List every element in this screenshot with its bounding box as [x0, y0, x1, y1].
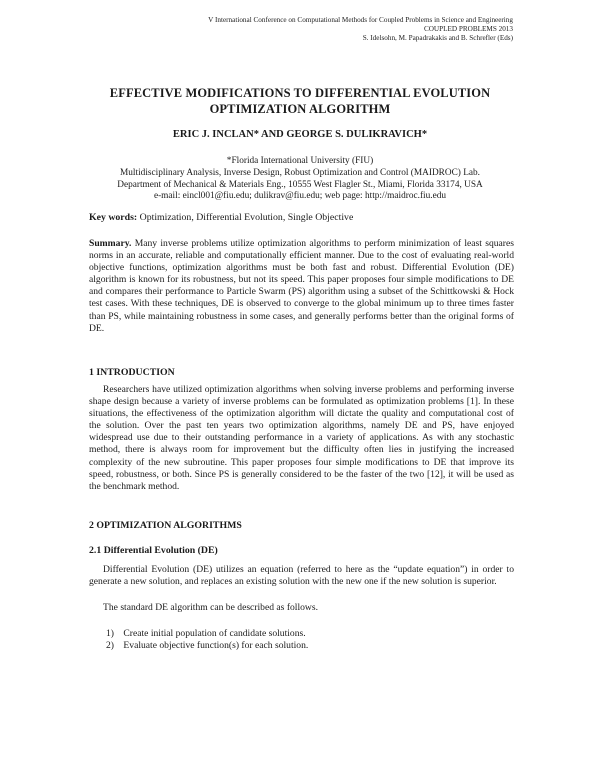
keywords-text: Optimization, Differential Evolution, Single Objective — [139, 212, 354, 223]
step-text: Evaluate objective function(s) for each solution. — [123, 640, 309, 652]
standard-de-intro: The standard DE algorithm can be described as follows. — [103, 602, 318, 613]
running-header — [93, 16, 513, 44]
algorithm-step — [106, 640, 506, 652]
affiliation-address: Department of Mechanical & Materials Eng., 10555 West Flagler St., Miami, Florida 33174, USA — [117, 179, 483, 190]
differential-evolution-paragraph: Differential Evolution (DE) utilizes an equation (referred to here as the “update equation”) in order to generate a new solution, and replaces an existing solution with the new one if the new solution is superior. — [89, 564, 514, 588]
title-line-2: OPTIMIZATION ALGORITHM — [209, 101, 391, 116]
conference-editors: S. Idelsohn, M. Papadrakakis and B. Schrefler (Eds) — [362, 34, 513, 43]
affiliation-lab: Multidisciplinary Analysis, Inverse Design, Robust Optimization and Control (MAIDROC) Lab. — [120, 167, 480, 178]
title-line-1: EFFECTIVE MODIFICATIONS TO DIFFERENTIAL EVOLUTION — [109, 86, 491, 100]
summary-paragraph — [89, 238, 514, 335]
introduction-paragraph: Researchers have utilized optimization algorithms when solving inverse problems and performing inverse shape design because a variety of inverse problems can be formulated as optimization problems [1]. In these situations, the effectiveness of the optimization algorithm will dictate the quality and computational cost of the solution. Over the past ten years two optimization algorithms, namely DE and PS, have enjoyed widespread use due to their outstanding performance in a variety of applications. As with any stochastic method, there is always room for improvement but the difficulty often lies in justifying the increased complexity of the new subroutine. This paper proposes four simple modifications to DE that improve its speed, robustness, or both. Since PS is generally considered to be the faster of the two [12], it will be used as the benchmark method. — [89, 384, 514, 492]
affiliation — [60, 156, 540, 203]
step-text: Create initial population of candidate solutions. — [123, 628, 306, 639]
section-heading-optimization-algorithms: 2 OPTIMIZATION ALGORITHMS — [89, 520, 242, 531]
algorithm-steps-list — [106, 628, 506, 652]
conference-name: V International Conference on Computational Methods for Coupled Problems in Science and Engineering — [208, 16, 513, 24]
authors: ERIC J. INCLAN* AND GEORGE S. DULIKRAVICH* — [172, 129, 428, 140]
step-number: 1) — [106, 628, 114, 639]
keywords-label: Key words: — [89, 212, 138, 223]
conference-short-name: COUPLED PROBLEMS 2013 — [423, 25, 513, 34]
step-number: 2) — [106, 640, 114, 652]
paper-title — [60, 86, 540, 117]
summary-label: Summary. — [89, 238, 132, 249]
affiliation-university: *Florida International University (FIU) — [226, 156, 374, 166]
algorithm-step — [106, 628, 506, 640]
section-heading-introduction: 1 INTRODUCTION — [89, 367, 175, 378]
summary-text: Many inverse problems utilize optimization algorithms to perform minimization of least squares norms in an accurate, reliable and computationally efficient manner. Due to the cost of evaluating real-world objective functions, optimization algorithms must be both fast and robust. Differential Evolution (DE) algorithm is known for its robustness, but not its speed. This paper proposes four simple modifications to DE and compares their performance to Particle Swarm (PS) algorithm using a subset of the Schittkowski & Hock test cases. With these techniques, DE is observed to converge to the global minimum up to three times faster than PS, while maintaining robustness in some cases, and generally performs better than the original forms of DE. — [89, 238, 514, 334]
affiliation-contact: e-mail: eincl001@fiu.edu; dulikrav@fiu.edu; web page: http://maidroc.fiu.edu — [153, 191, 447, 202]
subsection-heading-differential-evolution: 2.1 Differential Evolution (DE) — [89, 545, 218, 556]
keywords — [89, 212, 519, 223]
